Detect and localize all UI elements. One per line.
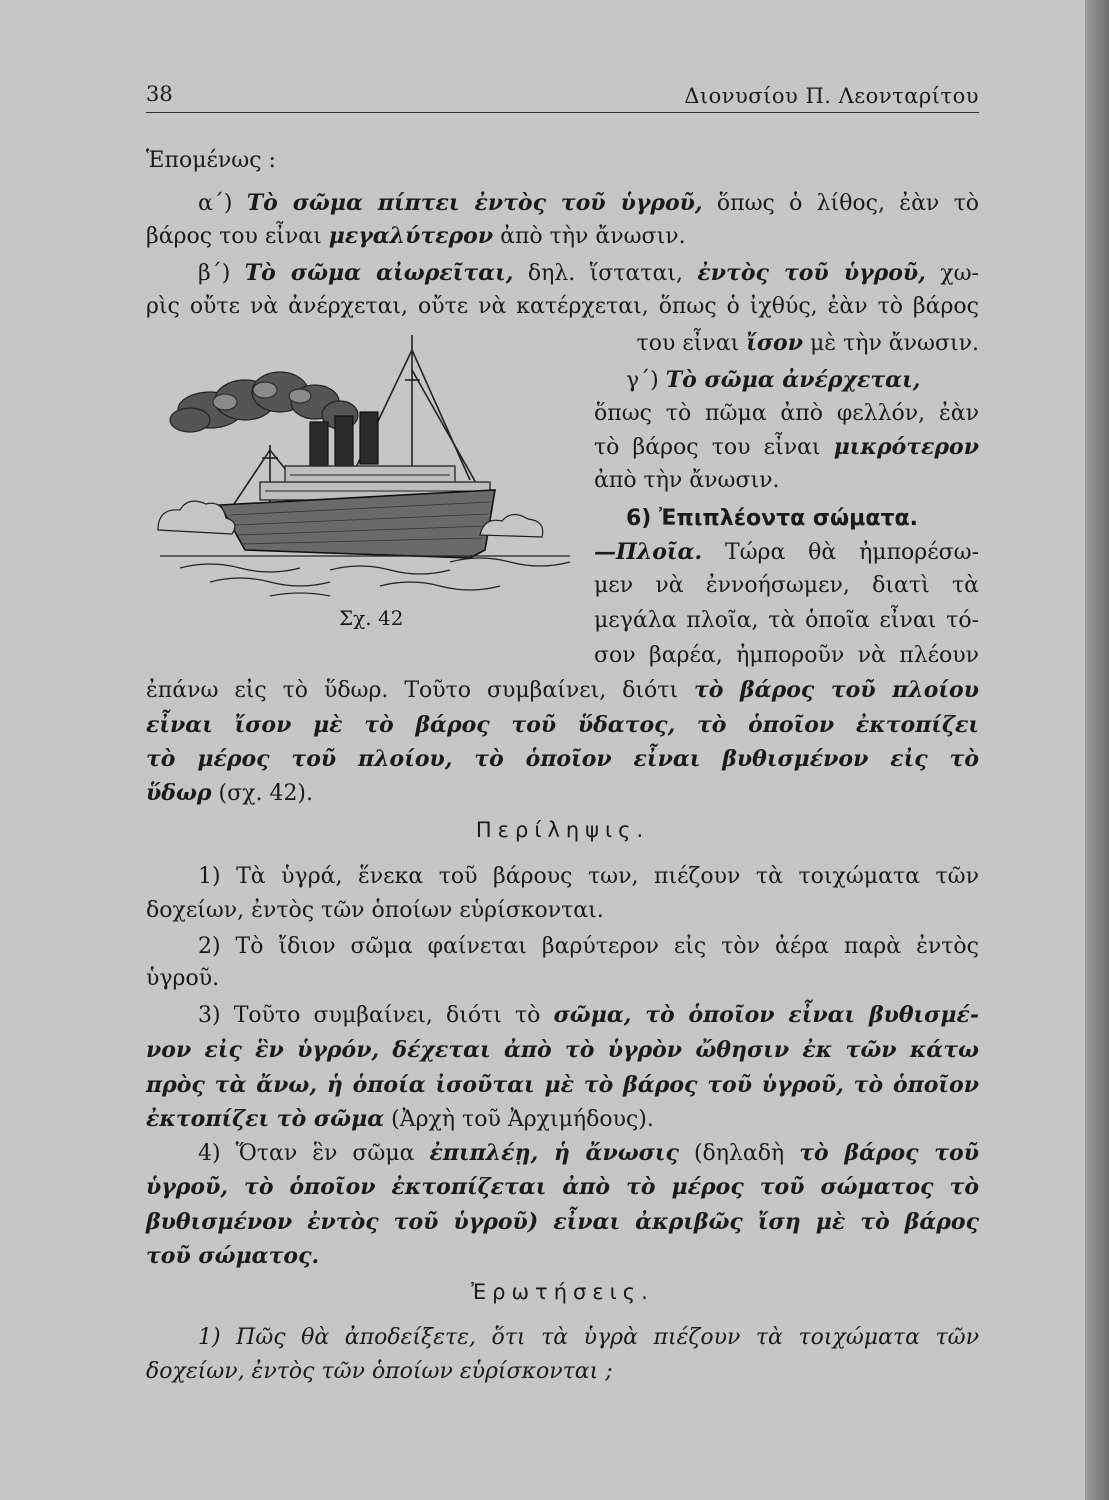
page-edge-shadow xyxy=(1085,0,1109,1500)
section-6-line-3: μεν νὰ ἐννοήσωμεν, διατὶ τὰ xyxy=(594,573,979,598)
section-6-line-6: ἐπάνω εἰς τὸ ὕδωρ. Τοῦτο συμβαίνει, διότι τὸ βάρος τοῦ πλοίου xyxy=(146,677,979,703)
question-1-line-2: δοχείων, ἐντὸς τῶν ὁποίων εὑρίσκονται ; xyxy=(146,1359,613,1384)
case-b-line-3: του εἶναι ἴσον μὲ τὴν ἄνωσιν. xyxy=(636,330,979,356)
summary-p4-line-3: βυθισμένον ἐντὸς τοῦ ὑγροῦ) εἶναι ἀκριβῶς ἴση μὲ τὸ βάρος xyxy=(146,1209,979,1235)
page-header xyxy=(146,82,979,113)
summary-heading: Περίληψις. xyxy=(475,818,650,842)
summary-p2-line-2: ὑγροῦ. xyxy=(146,966,220,991)
summary-p2-line-1: 2) Τὸ ἴδιον σῶμα φαίνεται βαρύτερον εἰς τὸν ἀέρα παρὰ ἐντὸς xyxy=(198,934,979,959)
section-6-heading: 6) Ἐπιπλέοντα σώματα. xyxy=(626,506,918,531)
question-1-line-1: 1) Πῶς θὰ ἀποδείξετε, ὅτι τὰ ὑγρὰ πιέζουν τὰ τοιχώματα τῶν xyxy=(198,1325,979,1350)
section-6-line-8: τὸ μέρος τοῦ πλοίου, τὸ ὁποῖον εἶναι βυθισμένον εἰς τὸ xyxy=(146,746,979,772)
summary-p4-line-2: ὑγροῦ, τὸ ὁποῖον ἐκτοπίζεται ἀπὸ τὸ μέρος τοῦ σώματος τὸ xyxy=(146,1174,979,1200)
case-a-line-2: βάρος του εἶναι μεγαλύτερον ἀπὸ τὴν ἄνωσιν. xyxy=(146,223,686,249)
section-6-line-9: ὕδωρ (σχ. 42). xyxy=(146,780,314,806)
summary-p4-line-1: 4) Ὅταν ἓν σῶμα ἐπιπλέῃ, ἡ ἄνωσις (δηλαδὴ τὸ βάρος τοῦ xyxy=(198,1140,979,1166)
case-c-line-2: ὅπως τὸ πῶμα ἀπὸ φελλόν, ἐὰν xyxy=(594,401,979,426)
section-6-line-5: σον βαρέα, ἠμποροῦν νὰ πλέουν xyxy=(594,643,979,668)
summary-p1-line-2: δοχείων, ἐντὸς τῶν ὁποίων εὑρίσκονται. xyxy=(146,898,604,923)
intro-line: Ἑπομένως : xyxy=(146,148,276,173)
summary-p4-line-4: τοῦ σώματος. xyxy=(146,1243,320,1269)
case-c-line-1: γ΄) Τὸ σῶμα ἀνέρχεται, xyxy=(626,367,921,393)
section-6-line-2: —Πλοῖα. Τώρα θὰ ἠμπορέσω- xyxy=(594,539,979,565)
case-c-line-3: τὸ βάρος του εἶναι μικρότερον xyxy=(594,434,979,460)
summary-p3-line-3: πρὸς τὰ ἄνω, ἡ ὁποία ἰσοῦται μὲ τὸ βάρος τοῦ ὑγροῦ, τὸ ὁποῖον xyxy=(146,1072,979,1098)
summary-p1-line-1: 1) Τὰ ὑγρά, ἕνεκα τοῦ βάρους των, πιέζουν τὰ τοιχώματα τῶν xyxy=(198,864,979,889)
page-number: 38 xyxy=(146,82,173,106)
case-b-line-2: ρὶς οὔτε νὰ ἀνέρχεται, οὔτε νὰ κατέρχεται, ὅπως ὁ ἰχθύς, ἐὰν τὸ βάρος xyxy=(146,294,979,319)
case-c-line-4: ἀπὸ τὴν ἄνωσιν. xyxy=(594,468,780,493)
summary-p3-line-4: ἐκτοπίζει τὸ σῶμα (Ἀρχὴ τοῦ Ἀρχιμήδους). xyxy=(146,1106,654,1132)
section-6-line-7: εἶναι ἴσον μὲ τὸ βάρος τοῦ ὕδατος, τὸ ὁποῖον ἐκτοπίζει xyxy=(146,712,979,738)
steamship-illustration-icon xyxy=(150,330,580,610)
running-title: Διονυσίου Π. Λεονταρίτου xyxy=(684,84,979,108)
case-b-line-1: β΄) Τὸ σῶμα αἰωρεῖται, δηλ. ἵσταται, ἐντὸς τοῦ ὑγροῦ, χω- xyxy=(198,260,979,286)
case-a-line-1: α΄) Τὸ σῶμα πίπτει ἐντὸς τοῦ ὑγροῦ, ὅπως ὁ λίθος, ἐὰν τὸ xyxy=(198,190,979,216)
summary-p3-line-2: νον εἰς ἓν ὑγρόν, δέχεται ἀπὸ τὸ ὑγρὸν ὤθησιν ἐκ τῶν κάτω xyxy=(146,1037,979,1063)
summary-p3-line-1: 3) Τοῦτο συμβαίνει, διότι τὸ σῶμα, τὸ ὁποῖον εἶναι βυθισμέ- xyxy=(198,1002,979,1028)
figure-caption: Σχ. 42 xyxy=(339,606,404,630)
questions-heading: Ἐρωτήσεις. xyxy=(471,1280,654,1304)
section-6-line-4: μεγάλα πλοῖα, τὰ ὁποῖα εἶναι τό- xyxy=(594,608,979,633)
